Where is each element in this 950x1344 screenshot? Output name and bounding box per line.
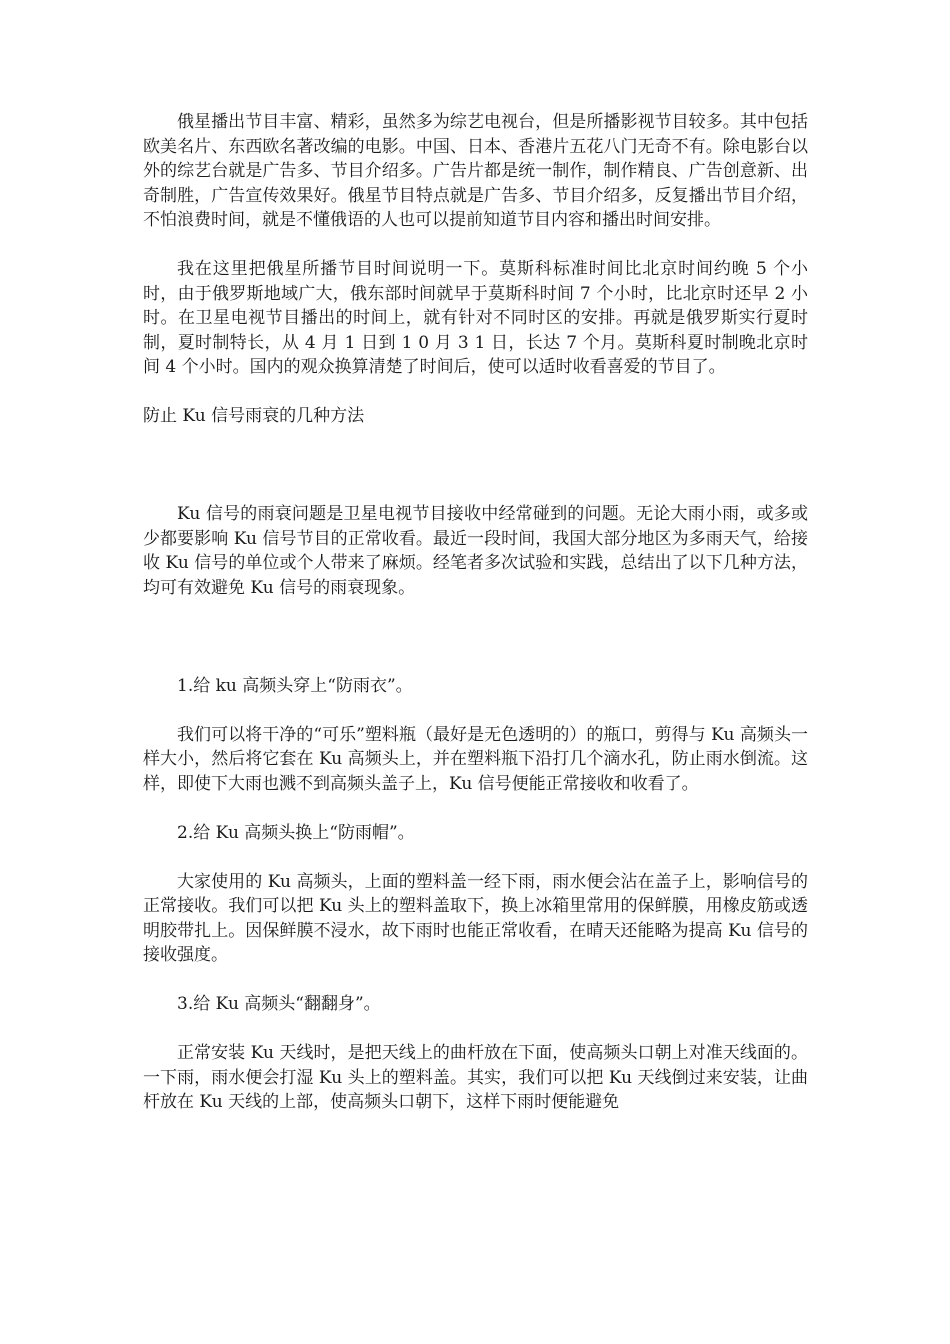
- section-heading-flip: 3.给 Ku 高频头“翻翻身”。: [177, 994, 381, 1014]
- paragraph-spacer: [143, 796, 808, 821]
- document-body: [143, 110, 808, 1115]
- paragraph-spacer: [143, 968, 808, 993]
- paragraph-spacer: [143, 845, 808, 870]
- paragraph-spacer: [143, 698, 808, 723]
- paragraph-program-content: 俄星播出节目丰富、精彩，虽然多为综艺电视台，但是所播影视节目较多。其中包括欧美名片、东西欧名著改编的电影。中国、日本、香港片五花八门无奇不有。除电影台以外的综艺台就是广告多、节目介绍多。广告片都是统一制作，制作精良、广告创意新、出奇制胜，广告宣传效果好。俄星节目特点就是广告多、节目介绍多，反复播出节目介绍，不怕浪费时间，就是不懂俄语的人也可以提前知道节目内容和播出时间安排。: [143, 112, 808, 230]
- paragraph-spacer: [143, 380, 808, 405]
- paragraph-time-zones: 我在这里把俄星所播节目时间说明一下。莫斯科标准时间比北京时间约晚 5 个小时，由于俄罗斯地域广大，俄东部时间就早于莫斯科时间 7 个小时，比北京时还早 2 小时。在卫星电视节目播出的时间上，就有针对不同时区的安排。再就是俄罗斯实行夏时制，夏时制特长，从 4 月 1 日到 1 0 月 3 1 日，长达 7 个月。莫斯科夏时制晚北京时间 4 个小时。国内的观众换算清楚了时间后，使可以适时收看喜爱的节目了。: [143, 259, 808, 377]
- paragraph-spacer: [143, 600, 808, 674]
- paragraph-raincoat: 我们可以将干净的“可乐”塑料瓶（最好是无色透明的）的瓶口，剪得与 Ku 高频头一样大小，然后将它套在 Ku 高频头上，并在塑料瓶下沿打几个滴水孔，防止雨水倒流。这样，即使下大雨也溅不到高频头盖子上，Ku 信号便能正常接收和收看了。: [143, 724, 808, 794]
- section-heading-raincoat: 1.给 ku 高频头穿上“防雨衣”。: [177, 675, 413, 696]
- section-heading-raincap: 2.给 Ku 高频头换上“防雨帽”。: [177, 822, 415, 843]
- paragraph-raincap: 大家使用的 Ku 高频头，上面的塑料盖一经下雨，雨水便会沾在盖子上，影响信号的正常接收。我们可以把 Ku 头上的塑料盖取下，换上冰箱里常用的保鲜膜，用橡皮筋或透明胶带扎上。因保鲜膜不浸水，故下雨时也能正常收看，在晴天还能略为提高 Ku 信号的接收强度。: [143, 871, 808, 965]
- paragraph-flip: 正常安装 Ku 天线时，是把天线上的曲杆放在下面，使高频头口朝上对准天线面的。一下雨，雨水便会打湿 Ku 头上的塑料盖。其实，我们可以把 Ku 天线倒过来安装，让曲杆放在 Ku 天线的上部，使高频头口朝下，这样下雨时便能避免: [143, 1043, 808, 1112]
- paragraph-spacer: [143, 1017, 808, 1042]
- paragraph-spacer: [143, 233, 808, 258]
- paragraph-intro: Ku 信号的雨衰问题是卫星电视节目接收中经常碰到的问题。无论大雨小雨，或多或少都要影响 Ku 信号节目的正常收看。最近一段时间，我国大部分地区为多雨天气，给接收 Ku 信号的单位或个人带来了麻烦。经笔者多次试验和实践，总结出了以下几种方法，均可有效避免 Ku 信号的雨衰现象。: [143, 504, 808, 598]
- article-title: 防止 Ku 信号雨衰的几种方法: [143, 406, 365, 426]
- paragraph-spacer: [143, 429, 808, 503]
